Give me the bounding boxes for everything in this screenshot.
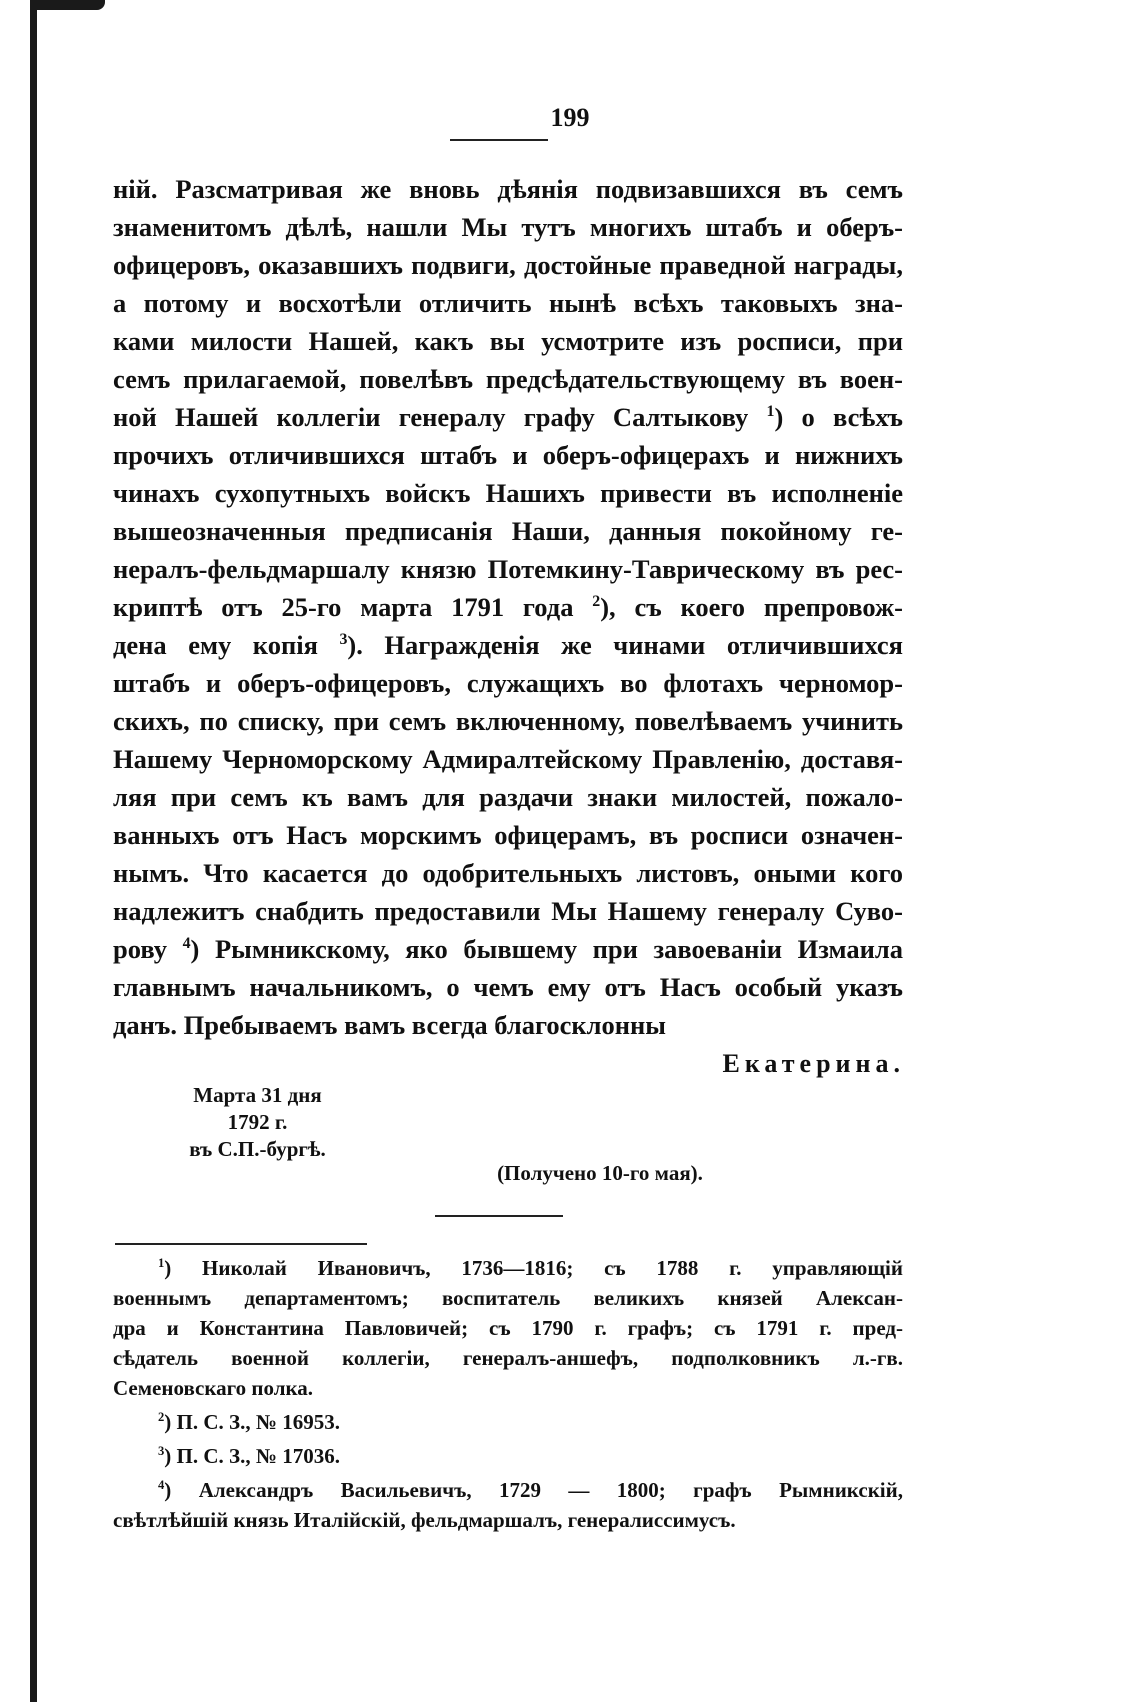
text-line: ній. Разсматривая же вновь дѣянія подвизавшихся въ семъ [113,174,903,204]
text-line: Нашему Черноморскому Адмиралтейскому Правленію, доставя- [113,744,903,774]
text-line [113,398,903,436]
footnote-line [113,1475,903,1505]
text-line: нымъ. Что касается до одобрительныхъ листовъ, оными кого [113,858,903,888]
footnote-line [113,1407,903,1437]
received-note: (Получено 10-го мая). [497,1161,703,1185]
text-segment: ) П. С. З., № 17036. [164,1444,340,1468]
text-line: штабъ и оберъ-офицеровъ, служащихъ во флотахъ черномор- [113,668,903,698]
text-line: семъ прилагаемой, повелѣвъ предсѣдательствующему въ воен- [113,364,903,394]
text-line: ками милости Нашей, какъ вы усмотрите изъ росписи, при [113,326,903,356]
book-spine-corner [30,0,105,10]
footnote-mark: 2 [158,1410,165,1424]
footnote-line: военнымъ департаментомъ; воспитатель великихъ князей Алексан- [113,1286,903,1310]
text-line: знаменитомъ дѣлѣ, нашли Мы тутъ многихъ штабъ и оберъ- [113,212,903,242]
footnote [113,1407,903,1437]
footnote [113,1253,903,1403]
text-line: чинахъ сухопутныхъ войскъ Нашихъ привести въ исполненіе [113,478,903,508]
text-line: нералъ-фельдмаршалу князю Потемкину-Таврическому въ рес- [113,554,903,584]
text-line: ляя при семъ къ вамъ для раздачи знаки милостей, пожало- [113,782,903,812]
text-line: скихъ, по списку, при семъ включенному, повелѣваемъ учинить [113,706,903,736]
text-line: ванныхъ отъ Насъ морскимъ офицерамъ, въ росписи означен- [113,820,903,850]
section-rule [435,1215,563,1217]
footnote-ref: 2 [592,593,601,611]
text-segment: ). Награжденія же чинами отличившихся [347,630,903,660]
footnote-ref: 4 [182,935,191,953]
page-number: 199 [550,103,590,132]
footnote-line: дра и Константина Павловичей; съ 1790 г. графъ; съ 1791 г. пред- [113,1316,903,1340]
dateline-line: въ С.П.-бургѣ. [189,1137,326,1161]
footnote-ref: 3 [339,631,348,649]
dateline [170,1082,345,1163]
text-segment: рову [113,934,183,964]
footnote-mark: 1 [158,1256,165,1270]
text-segment: ), съ коего препровож- [600,592,903,622]
text-segment: ной Нашей коллегіи генералу графу Салтыкову [113,402,767,432]
footnote-mark: 3 [158,1444,165,1458]
text-line: а потому и восхотѣли отличить нынѣ всѣхъ таковыхъ зна- [113,288,903,318]
text-line [113,626,903,664]
text-line: офицеровъ, оказавшихъ подвиги, достойные праведной награды, [113,250,903,280]
book-spine-edge [30,0,37,1702]
page-number-rule [450,139,548,141]
text-segment: ) Рымникскому, яко бывшему при завоеваніи Измаила [190,934,903,964]
footnote-line [113,1253,903,1283]
dateline-line: 1792 г. [227,1110,288,1134]
text-line: данъ. Пребываемъ вамъ всегда благосклонны [113,1010,666,1040]
text-line: прочихъ отличившихся штабъ и оберъ-офицерахъ и нижнихъ [113,440,903,470]
text-segment: дена ему копія [113,630,340,660]
footnote-line: свѣтлѣйшій князь Италійскій, фельдмаршалъ, генералиссимусъ. [113,1508,736,1532]
text-segment: ) Александръ Васильевичъ, 1729 — 1800; графъ Рымникскій, [164,1478,903,1502]
footnote-line: сѣдатель военной коллегіи, генералъ-аншефъ, подполковникъ л.-гв. [113,1346,903,1370]
dateline-line: Марта 31 дня [193,1083,322,1107]
footnote-ref: 1 [766,403,775,421]
text-line [113,588,903,626]
footnote-mark: 4 [158,1478,165,1492]
footnote-line: Семеновскаго полка. [113,1376,314,1400]
footnote [113,1441,903,1471]
footnotes [113,1253,903,1539]
text-line: главнымъ начальникомъ, о чемъ ему отъ Насъ особый указъ [113,972,903,1002]
text-segment: криптѣ отъ 25-го марта 1791 года [113,592,593,622]
footnote-line [113,1441,903,1471]
footnote [113,1475,903,1535]
signature: Екатерина. [722,1049,905,1078]
body-text [113,170,903,1044]
text-segment: ) Николай Ивановичъ, 1736—1816; съ 1788 г. управляющій [164,1256,903,1280]
text-line: надлежитъ снабдить предоставили Мы Нашему генералу Суво- [113,896,903,926]
text-line: вышеозначенныя предписанія Наши, данныя покойному ге- [113,516,903,546]
text-segment: ) П. С. З., № 16953. [164,1410,340,1434]
footnote-rule [115,1243,367,1245]
text-segment: ) о всѣхъ [774,402,903,432]
text-line [113,930,903,968]
